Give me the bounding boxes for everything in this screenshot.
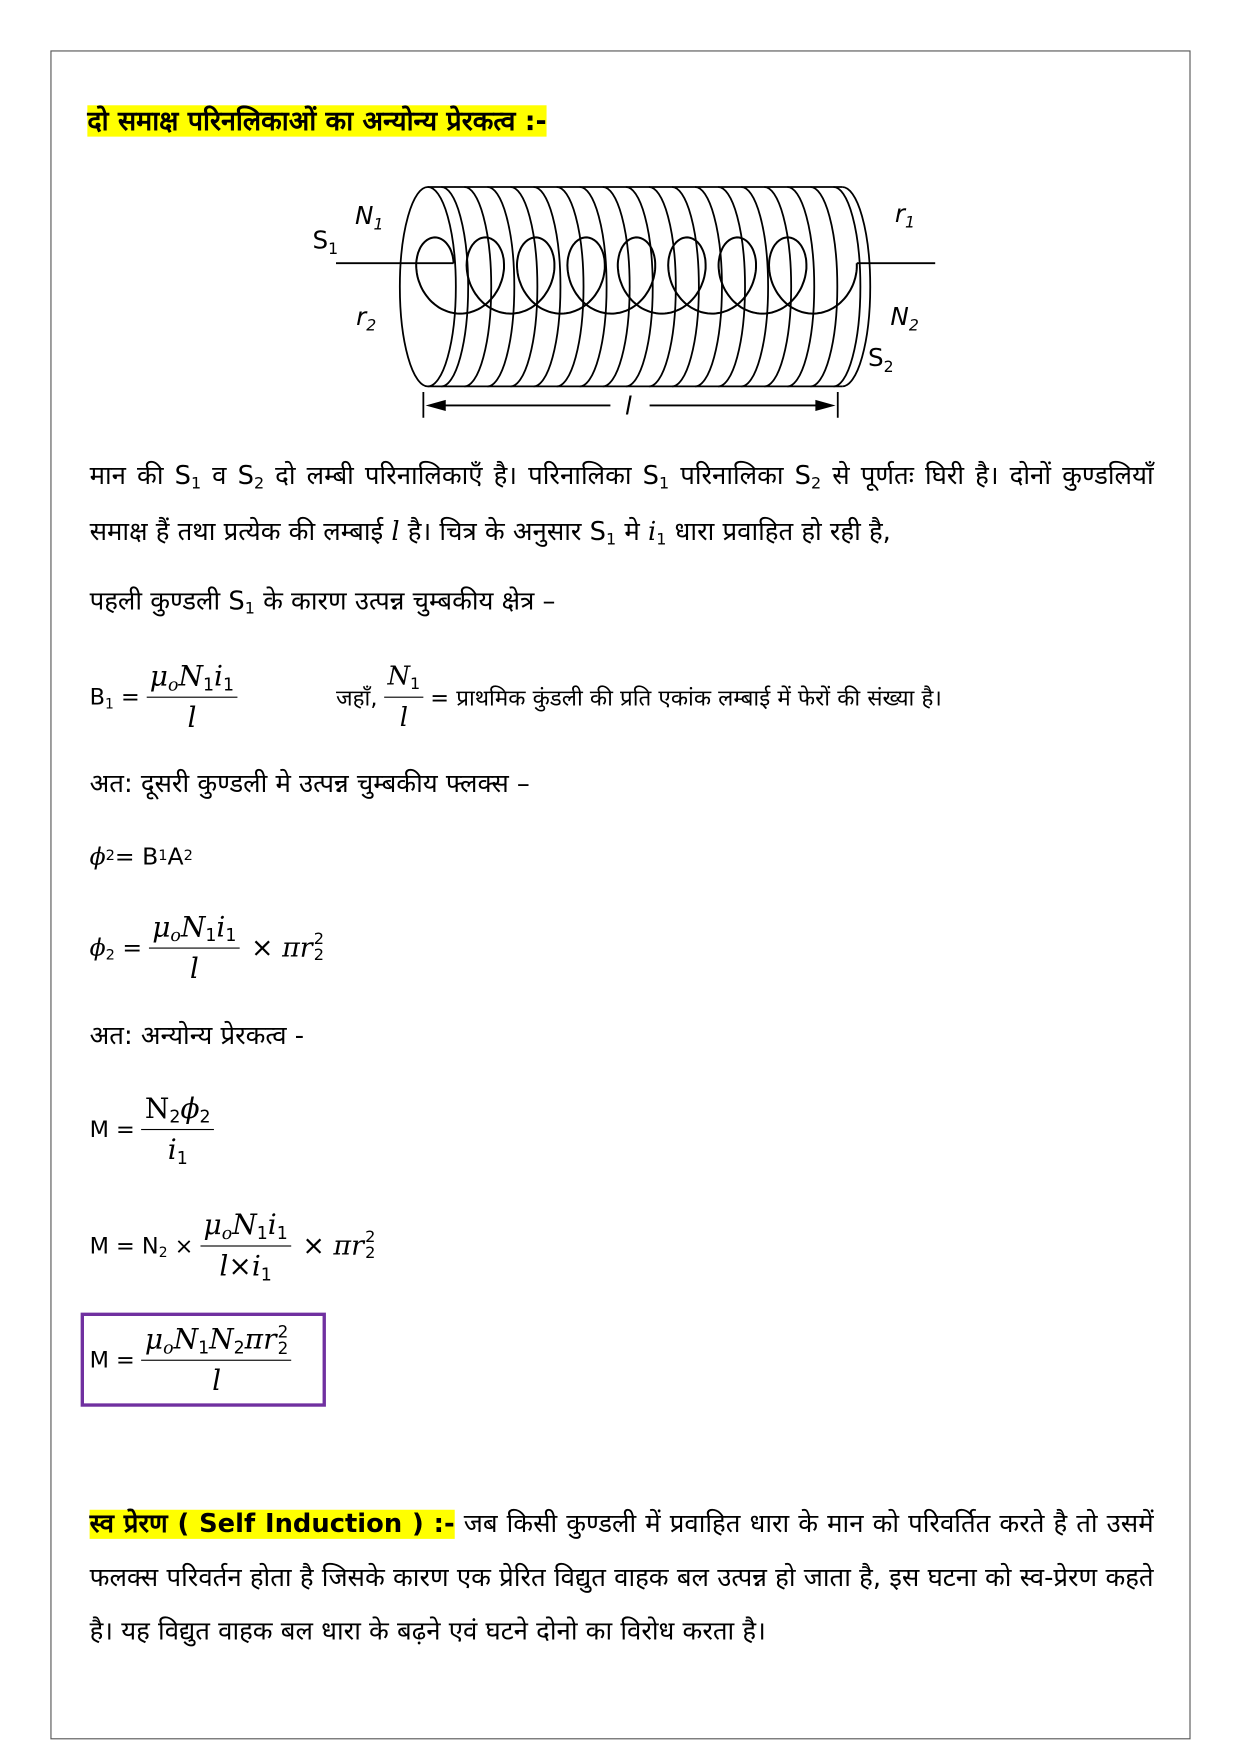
eq-phi2-lhs xyxy=(89,934,143,964)
self-induction-text: जब किसी कुण्डली में प्रवाहित धारा के मान को परिवर्तित करते है तो उसमें फलक्स परिवर्तन होता है जिसके कारण एक प्रेरित विद्युत वाहक बल उत्पन्न हो जाता है, इस घटना को स्व-प्रेरण कहते है। यह विद्युत वाहक बल धारा के बढ़ने एवं घटने दोनो का विरोध करता है। xyxy=(89,1509,1154,1647)
eq-b1-numerator xyxy=(146,658,237,697)
intro-paragraph-text: धारा प्रवाहित हो रही है, xyxy=(666,517,891,547)
equation-b1-definition xyxy=(336,654,942,739)
equation-phi2-a-row xyxy=(0,829,1241,885)
eq-m2-rhs-superscript: 2 xyxy=(365,1228,376,1247)
eq-phi2-numerator-math-italic: N xyxy=(180,910,206,943)
eq-m2-rhs-math-italic: π xyxy=(333,1229,352,1261)
equation-phi2-a: ϕ 2 = B 1 A 2 xyxy=(89,843,193,871)
equation-phi2-b xyxy=(90,903,324,993)
equation-m2 xyxy=(90,1201,376,1291)
eq-m-final-numerator-math-italic: π xyxy=(244,1322,264,1355)
eq-phi2-numerator xyxy=(149,909,240,948)
eq-phi2-rhs-math-italic: π xyxy=(282,931,300,963)
eq-m1-numerator-math-italic: ϕ xyxy=(180,1091,200,1124)
equation-m1-row xyxy=(0,1086,1241,1171)
equation-m-final xyxy=(90,1316,299,1403)
intro-paragraph-subscript: 1 xyxy=(656,530,667,549)
eq-b1-lhs xyxy=(90,683,140,710)
intro-paragraph xyxy=(90,448,1154,560)
eq-m1-numerator-math-upright: N xyxy=(144,1091,170,1124)
eq-m1-denominator xyxy=(168,1130,188,1168)
label-n2-sub: 2 xyxy=(908,315,919,335)
label-r1 xyxy=(895,199,915,232)
eq-m2-lhs-text: M = N xyxy=(89,1232,159,1259)
label-r1-sub: 1 xyxy=(905,212,915,232)
label-s1 xyxy=(312,226,338,259)
turns-per-length-fraction xyxy=(384,658,423,735)
label-n2 xyxy=(890,302,918,335)
eq-m-final-numerator-subscript: 2 xyxy=(233,1337,245,1358)
turns-per-length-denominator xyxy=(400,697,408,735)
eq-m-final-numerator xyxy=(142,1321,292,1360)
eq-phi2-denominator-math-italic: l xyxy=(189,951,199,984)
equation-phi2-a-math-italic: ϕ xyxy=(89,843,106,871)
eq-b1-lhs-subscript: 1 xyxy=(104,694,114,712)
eq-phi2-fraction xyxy=(149,909,240,986)
eq-m1-denominator-subscript: 1 xyxy=(176,1147,188,1168)
intro-paragraph-subscript: 1 xyxy=(658,474,670,493)
eq-m2-numerator-math-italic: N xyxy=(232,1207,257,1241)
eq-b1-numerator-math-italic: N xyxy=(178,659,203,692)
eq-phi2-numerator-subscript: o xyxy=(170,924,181,946)
eq-phi2-rhs-sup-sub xyxy=(313,930,324,964)
equation-b1-row xyxy=(0,654,1241,739)
eq-phi2-numerator-subscript: 1 xyxy=(225,924,237,946)
eq-b1-denominator-math-italic: l xyxy=(187,700,197,734)
eq-m2-numerator xyxy=(200,1207,291,1246)
intro-paragraph-text: मान की S xyxy=(89,461,191,491)
section-heading-text: दो समाक्ष परिनलिकाओं का अन्योन्य प्रेरकत्व :- xyxy=(87,105,547,137)
length-arrowhead-left xyxy=(426,400,446,411)
eq-m-final-numerator-sup-sub xyxy=(277,1321,289,1358)
eq-m2-numerator-math-italic: μ xyxy=(203,1207,222,1241)
label-n1-sub: 1 xyxy=(373,214,384,234)
eq-m2-lhs xyxy=(90,1232,194,1259)
field-intro-line-text: पहली कुण्डली S xyxy=(89,586,245,616)
where-label: जहाँ, xyxy=(336,683,378,711)
eq-b1-lhs-text: = xyxy=(113,683,140,711)
length-arrowhead-right xyxy=(815,400,835,411)
eq-m2-numerator-math-italic: i xyxy=(267,1207,277,1241)
self-induction-title: स्व प्रेरण ( Self Induction ) :- xyxy=(89,1509,455,1539)
eq-m-final-denominator xyxy=(212,1360,221,1398)
equation-phi2-b-row xyxy=(0,903,1241,993)
eq-phi2-lhs-text: = xyxy=(114,934,143,961)
eq-m2-numerator-subscript: 1 xyxy=(256,1222,268,1244)
self-induction-paragraph xyxy=(90,1497,1154,1658)
turns-per-length-numerator xyxy=(384,658,423,697)
solenoid-drawing xyxy=(336,187,935,421)
eq-b1-numerator-subscript: 1 xyxy=(202,674,215,695)
eq-m2-lhs-subscript: 2 xyxy=(158,1243,168,1261)
label-s2-main: S xyxy=(868,343,884,373)
eq-m-final-numerator-math-italic: N xyxy=(209,1322,234,1355)
intro-paragraph-subscript: 1 xyxy=(190,474,202,493)
intro-paragraph-text: से पूर्णतः घिरी है। दोनों कुण्डलियाँ समाक्ष हैं तथा प्रत्येक की लम्बाई xyxy=(89,461,1154,547)
eq-m-final-numerator-subscript: 1 xyxy=(198,1337,210,1358)
eq-m-final-numerator-subscript: 2 xyxy=(277,1337,289,1358)
label-n1-main: N xyxy=(355,201,374,230)
turns-per-length-definition: = प्राथमिक कुंडली की प्रति एकांक लम्बाई में फेरों की संख्या है। xyxy=(430,683,942,711)
eq-m2-rhs xyxy=(302,1229,375,1261)
intro-paragraph-text: परिनालिका S xyxy=(669,461,812,491)
eq-b1-numerator-math-italic: μ xyxy=(149,659,168,692)
eq-m2-denominator-subscript: 1 xyxy=(260,1264,272,1285)
eq-phi2-rhs-subscript: 2 xyxy=(313,946,324,964)
eq-m1-numerator xyxy=(142,1090,214,1129)
intro-paragraph-text: व S xyxy=(201,461,254,491)
eq-m-final-denominator-math-italic: l xyxy=(212,1363,222,1397)
flux-intro-line: अत: दूसरी कुण्डली मे उत्पन्न चुम्बकीय फ्लक्स – xyxy=(89,769,530,799)
eq-phi2-numerator-math-italic: μ xyxy=(152,910,171,943)
eq-m2-numerator-subscript: o xyxy=(221,1222,233,1244)
final-result-box xyxy=(81,1313,326,1407)
intro-paragraph-text: दो लम्बी परिनालिकाएँ है। परिनालिका S xyxy=(264,461,659,491)
label-r2-main: r xyxy=(356,301,367,331)
eq-m-final-fraction xyxy=(142,1321,292,1398)
eq-m-final-lhs-text: M = xyxy=(89,1346,135,1374)
eq-phi2-rhs xyxy=(251,931,324,963)
eq-m1-denominator-math-italic: i xyxy=(167,1132,177,1166)
intro-paragraph-subscript: 2 xyxy=(811,474,822,493)
eq-m-final-numerator-superscript: 2 xyxy=(277,1321,289,1343)
intro-paragraph-subscript: 2 xyxy=(253,474,265,493)
eq-m1-lhs xyxy=(90,1116,135,1143)
intro-paragraph-subscript: 1 xyxy=(605,530,617,549)
label-s2 xyxy=(868,343,894,376)
eq-phi2-rhs-superscript: 2 xyxy=(313,930,324,949)
label-s1-sub: 1 xyxy=(328,239,339,259)
eq-m1-lhs-text: M = xyxy=(89,1115,135,1143)
eq-m-final-numerator-math-italic: μ xyxy=(144,1322,164,1355)
eq-phi2-rhs-math-italic: r xyxy=(299,931,313,963)
eq-m1-numerator-subscript: 2 xyxy=(199,1106,211,1127)
outer-solenoid-right-end xyxy=(842,187,870,386)
eq-m2-denominator-math-italic: l xyxy=(219,1249,229,1282)
eq-b1-lhs-text: B xyxy=(89,683,105,711)
eq-m2-rhs-sup-sub xyxy=(365,1228,376,1262)
field-intro-line xyxy=(90,573,556,629)
eq-phi2-lhs-subscript: 2 xyxy=(105,947,115,964)
eq-phi2-rhs-text: × xyxy=(251,931,283,963)
label-n2-main: N xyxy=(890,301,909,331)
eq-phi2-numerator-subscript: 1 xyxy=(205,924,217,946)
turns-per-length-numerator-subscript: 1 xyxy=(410,674,421,693)
label-n1 xyxy=(355,201,383,234)
label-s1-main: S xyxy=(312,225,329,255)
eq-m2-fraction xyxy=(200,1207,291,1284)
eq-m-final-numerator-math-italic: N xyxy=(173,1322,199,1355)
eq-m2-denominator xyxy=(219,1246,271,1284)
eq-m-final-lhs xyxy=(90,1346,135,1373)
mutual-intro-line: अत: अन्योन्य प्रेरकत्व - xyxy=(89,1021,305,1051)
eq-m2-rhs-math-italic: r xyxy=(351,1229,364,1261)
eq-m2-rhs-subscript: 2 xyxy=(365,1243,376,1262)
section-heading-mutual-inductance xyxy=(87,103,546,139)
eq-b1-numerator-math-italic: i xyxy=(214,659,223,692)
equation-phi2-a-text: A xyxy=(167,843,184,871)
eq-m2-denominator-math-italic: i xyxy=(251,1249,261,1282)
equation-b1 xyxy=(90,654,245,739)
label-s2-sub: 2 xyxy=(883,356,894,376)
outer-solenoid-left-end xyxy=(400,187,456,386)
turns-per-length-numerator-math-italic: N xyxy=(387,661,411,691)
equation-m2-row xyxy=(0,1201,1241,1291)
label-r2 xyxy=(356,302,376,335)
eq-b1-fraction xyxy=(146,658,237,735)
eq-phi2-numerator-math-italic: i xyxy=(216,910,226,943)
label-length: l xyxy=(624,391,632,421)
label-r1-main: r xyxy=(894,198,906,228)
intro-paragraph-text: मे xyxy=(616,517,648,547)
equation-m1 xyxy=(90,1086,221,1171)
intro-paragraph-text: है। चित्र के अनुसार S xyxy=(399,517,606,547)
eq-m-final-numerator-subscript: o xyxy=(163,1337,174,1358)
label-r2-sub: 2 xyxy=(366,315,377,335)
intro-paragraph-math-italic: i xyxy=(647,517,657,547)
intro-paragraph-math-italic: l xyxy=(391,517,400,547)
eq-b1-numerator-subscript: 1 xyxy=(222,674,235,695)
eq-b1-denominator xyxy=(187,697,196,735)
field-intro-line-text: के कारण उत्पन्न चुम्बकीय क्षेत्र – xyxy=(254,586,556,616)
eq-b1-numerator-subscript: o xyxy=(168,674,179,695)
eq-phi2-lhs-math-italic: ϕ xyxy=(89,934,106,961)
turns-per-length-denominator-math-italic: l xyxy=(399,702,408,732)
field-intro-line-subscript: 1 xyxy=(244,600,255,619)
equation-phi2-a-text: = B xyxy=(114,843,159,871)
eq-m2-numerator-subscript: 1 xyxy=(276,1222,288,1244)
eq-m1-numerator-subscript: 2 xyxy=(169,1106,181,1127)
eq-m2-lhs-text: × xyxy=(167,1232,194,1259)
eq-m2-denominator-math-upright: × xyxy=(228,1249,252,1282)
coaxial-solenoids-figure xyxy=(305,179,943,425)
eq-m-final-numerator-math-italic: r xyxy=(263,1322,277,1355)
outer-solenoid-turn xyxy=(441,187,468,386)
eq-m1-fraction xyxy=(142,1090,214,1167)
eq-phi2-denominator xyxy=(190,948,199,986)
eq-m2-rhs-text: × xyxy=(302,1229,334,1261)
